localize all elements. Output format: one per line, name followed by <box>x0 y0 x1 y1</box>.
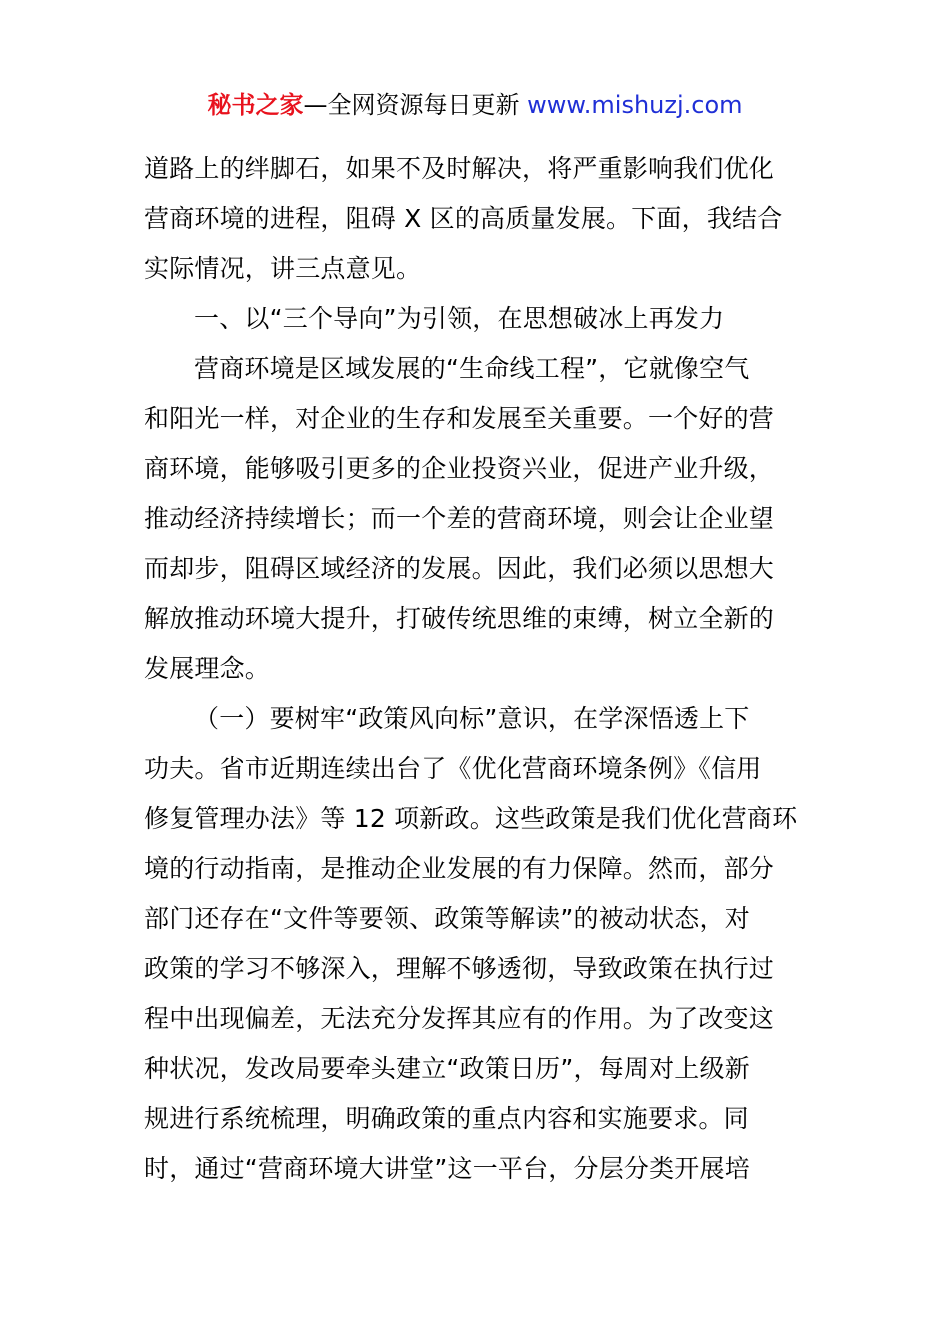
section-heading: 一、以“三个导向”为引领，在思想破冰上再发力 <box>194 304 725 333</box>
text-line: 营商环境是区域发展的“生命线工程”，它就像空气 <box>194 354 750 383</box>
text-line: 推动经济持续增长；而一个差的营商环境，则会让企业望 <box>144 504 775 533</box>
text-line: 时，通过“营商环境大讲堂”这一平台，分层分类开展培 <box>144 1154 750 1183</box>
text-line: 解放推动环境大提升，打破传统思维的束缚，树立全新的 <box>144 604 775 633</box>
text-line: 种状况，发改局要牵头建立“政策日历”，每周对上级新 <box>144 1054 750 1083</box>
text-line: 发展理念。 <box>144 654 271 683</box>
text-line: 政策的学习不够深入，理解不够透彻，导致政策在执行过 <box>144 954 775 983</box>
text-line: 实际情况，讲三点意见。 <box>144 254 422 283</box>
site-header <box>0 88 950 122</box>
site-tagline: —全网资源每日更新 <box>303 91 528 119</box>
text-line: 规进行系统梳理，明确政策的重点内容和实施要求。同 <box>144 1104 749 1133</box>
site-name: 秘书之家 <box>207 91 304 119</box>
text-line: 和阳光一样，对企业的生存和发展至关重要。一个好的营 <box>144 404 775 433</box>
text-line: 商环境，能够吸引更多的企业投资兴业，促进产业升级， <box>144 454 775 483</box>
text-line: 道路上的绊脚石，如果不及时解决，将严重影响我们优化 <box>144 154 775 183</box>
text-line: 营商环境的进程，阻碍 X 区的高质量发展。下面，我结合 <box>144 204 783 233</box>
text-line: 而却步，阻碍区域经济的发展。因此，我们必须以思想大 <box>144 554 775 583</box>
site-url-link[interactable]: www.mishuzj.com <box>527 91 743 119</box>
text-line: 功夫。省市近期连续出台了《优化营商环境条例》《信用 <box>144 754 762 783</box>
text-line: 修复管理办法》等 12 项新政。这些政策是我们优化营商环 <box>144 804 798 833</box>
document-body <box>144 144 824 1194</box>
text-line: 程中出现偏差，无法充分发挥其应有的作用。为了改变这 <box>144 1004 775 1033</box>
text-line: 部门还存在“文件等要领、政策等解读”的被动状态，对 <box>144 904 750 933</box>
text-line: 境的行动指南，是推动企业发展的有力保障。然而，部分 <box>144 854 775 883</box>
subsection-heading: （一）要树牢“政策风向标”意识，在学深悟透上下 <box>194 704 750 733</box>
